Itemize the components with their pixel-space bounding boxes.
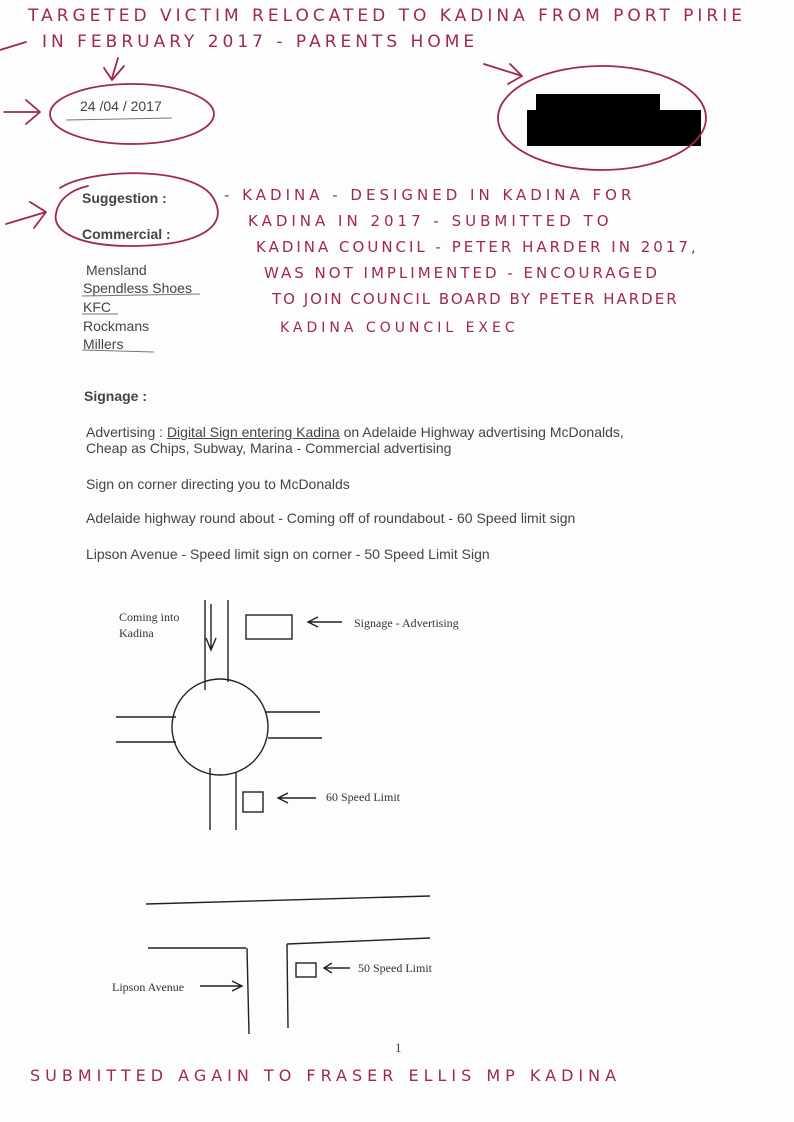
- suggestion-circle: [56, 173, 218, 246]
- diagram-50-speed: 50 Speed Limit: [358, 961, 432, 975]
- header-arrow: [0, 42, 26, 50]
- handwritten-note-line4: WAS NOT IMPLIMENTED - ENCOURAGED: [264, 264, 660, 282]
- suggestion-label: Suggestion :: [82, 190, 167, 206]
- handwritten-note-line5: TO JOIN COUNCIL BOARD BY PETER HARDER: [272, 290, 679, 308]
- sign-corner-line: Sign on corner directing you to McDonalds: [86, 476, 350, 492]
- lipson-left-edge: [247, 948, 249, 1034]
- redaction-circle: [498, 66, 706, 170]
- commercial-label: Commercial :: [82, 226, 171, 242]
- main-road-right: [287, 938, 430, 944]
- commercial-item-rockmans: Rockmans: [83, 318, 150, 334]
- diagram-lipson-avenue: Lipson Avenue: [112, 980, 185, 994]
- signage-label: Signage :: [84, 388, 148, 404]
- roundabout-line: Adelaide highway round about - Coming off of roundabout - 60 Speed limit sign: [86, 510, 576, 526]
- date-underline: [66, 118, 172, 120]
- roundabout-circle: [172, 679, 268, 775]
- date-down-arrow: [104, 58, 124, 80]
- advertising-prefix: Advertising :: [86, 424, 167, 440]
- lipson-right-edge: [287, 944, 288, 1028]
- signage-arrow: [308, 617, 342, 627]
- diagram-kadina: Kadina: [119, 626, 154, 640]
- handwritten-note-line6: KADINA COUNCIL EXEC: [280, 320, 519, 336]
- handwritten-note-line2: KADINA IN 2017 - SUBMITTED TO: [248, 212, 613, 230]
- diagram-coming-into: Coming into: [119, 610, 180, 624]
- main-road-top: [146, 896, 430, 904]
- commercial-item-kfc: KFC: [83, 299, 111, 315]
- handwritten-note-line3: KADINA COUNCIL - PETER HARDER IN 2017,: [256, 238, 699, 256]
- commercial-item-spendless: Spendless Shoes: [83, 280, 192, 296]
- speed-50-arrow: [324, 963, 350, 973]
- advertising-digital-sign-link: Digital Sign entering Kadina: [166, 424, 340, 440]
- spendless-underline: [82, 294, 200, 296]
- speed-60-arrow: [278, 793, 316, 803]
- handwritten-header-line1: TARGETED VICTIM RELOCATED TO KADINA FROM PORT PIRIE: [28, 6, 746, 26]
- advertising-rest: on Adelaide Highway advertising McDonalds,: [339, 424, 624, 440]
- diagram-signage-advertising: Signage - Advertising: [354, 616, 459, 630]
- millers-underline: [82, 350, 154, 352]
- page-number: 1: [395, 1040, 402, 1055]
- suggestion-arrow: [6, 202, 46, 228]
- date-left-arrow: [4, 100, 40, 124]
- redaction-arrow: [484, 64, 522, 84]
- handwritten-footer: SUBMITTED AGAIN TO FRASER ELLIS MP KADINA: [30, 1066, 622, 1085]
- lipson-line: Lipson Avenue - Speed limit sign on corner - 50 Speed Limit Sign: [86, 546, 490, 562]
- handwritten-note-line1: - KADINA - DESIGNED IN KADINA FOR: [224, 186, 636, 204]
- commercial-item-millers: Millers: [83, 336, 124, 352]
- advertising-line2: Cheap as Chips, Subway, Marina - Commercial advertising: [86, 440, 452, 456]
- speed-60-box: [243, 792, 263, 812]
- date-circle: [50, 84, 214, 144]
- commercial-item-mensland: Mensland: [86, 262, 147, 278]
- document-date: 24 /04 / 2017: [80, 98, 162, 114]
- signage-box: [246, 615, 292, 639]
- diagram-60-speed: 60 Speed Limit: [326, 790, 400, 804]
- lipson-arrow: [200, 981, 242, 991]
- handwritten-header-line2: IN FEBRUARY 2017 - PARENTS HOME: [42, 32, 479, 52]
- road-in-arrow: [206, 604, 216, 650]
- speed-50-box: [296, 963, 316, 977]
